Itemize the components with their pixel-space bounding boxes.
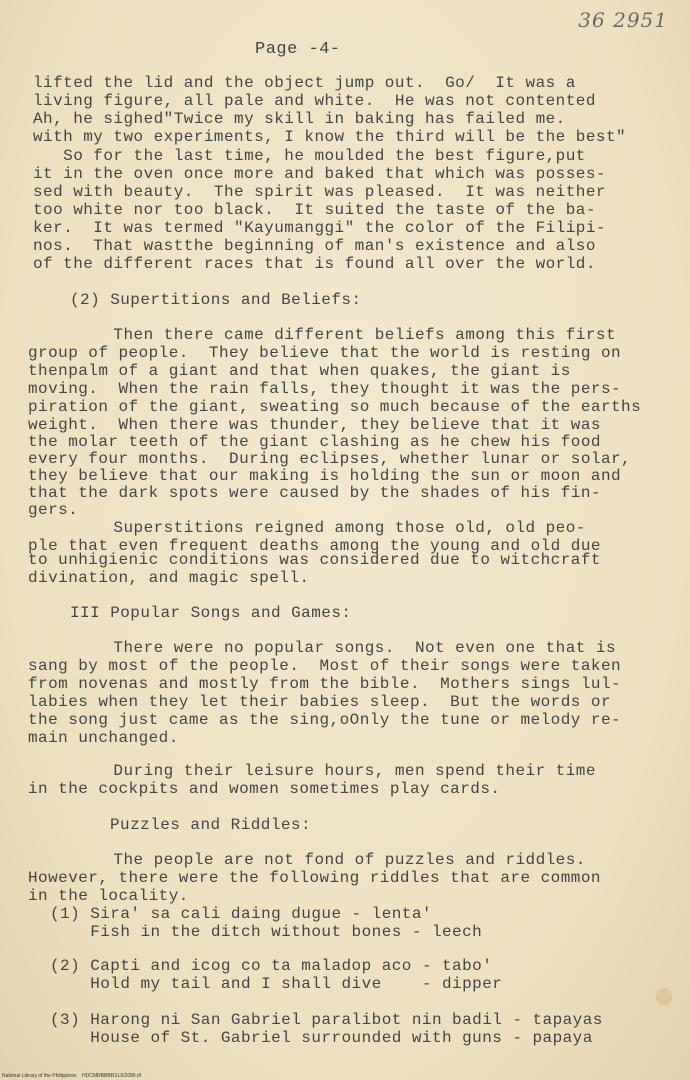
archive-footer: National Library of the Philippines HDCMRBBBRSL6/2086.tif: [2, 1073, 141, 1079]
text-line: the song just came as the sing,oOnly the tune or melody re-: [28, 711, 622, 729]
section-heading-superstitions: (2) Supertitions and Beliefs:: [70, 291, 362, 309]
riddle-line: (2) Capti and icog co ta maladop aco - tabo': [50, 957, 493, 975]
text-line: from novenas and mostly from the bible. Mothers sings lul-: [28, 675, 622, 693]
text-line: too white nor too black. It suited the taste of the ba-: [33, 201, 596, 219]
text-line: it in the oven once more and baked that which was posses-: [33, 165, 606, 183]
text-line: moving. When the rain falls, they thought it was the pers-: [28, 380, 622, 398]
text-line: with my two experiments, I know the third will be the best": [33, 128, 627, 146]
section-heading-songs: III Popular Songs and Games:: [70, 604, 352, 622]
riddle-translation: Fish in the ditch without bones - leech: [50, 923, 483, 941]
text-line: in the locality.: [28, 887, 189, 905]
riddle-line: (3) Harong ni San Gabriel paralibot nin badil - tapayas: [50, 1011, 603, 1029]
text-line: However, there were the following riddles that are common: [28, 869, 601, 887]
text-line: thenpalm of a giant and that when quakes, the giant is: [28, 362, 571, 380]
text-line: So for the last time, he moulded the best figure,put: [33, 147, 586, 165]
text-line: During their leisure hours, men spend their time: [33, 762, 596, 780]
page-title: Page -4-: [255, 40, 341, 59]
text-line: piration of the giant, sweating so much because of the earths: [28, 398, 642, 416]
text-line: living figure, all pale and white. He was not contented: [33, 92, 596, 110]
text-line: Then there came different beliefs among this first: [33, 326, 616, 344]
text-line: ker. It was termed "Kayumanggi" the color of the Filipi-: [33, 219, 606, 237]
text-line: sed with beauty. The spirit was pleased. It was neither: [33, 183, 606, 201]
riddle-line: (1) Sira' sa cali daing dugue - lenta': [50, 905, 432, 923]
text-line: ple that even frequent deaths among the young and old due: [28, 537, 601, 555]
text-line: main unchanged.: [28, 729, 179, 747]
text-line: sang by most of the people. Most of their songs were taken: [28, 657, 622, 675]
text-line: weight. When there was thunder, they believe that it was: [28, 416, 601, 434]
text-line: in the cockpits and women sometimes play cards.: [28, 780, 501, 798]
text-line: labies when they let their babies sleep. But the words or: [28, 693, 611, 711]
text-line: divination, and magic spell.: [28, 569, 310, 587]
text-line: to unhigienic conditions was considered due to witchcraft: [28, 551, 601, 569]
text-line: the molar teeth of the giant clashing as he chew his food: [28, 433, 601, 451]
text-line: every four months. During eclipses, whether lunar or solar,: [28, 450, 632, 468]
handwritten-note: 36 2951: [578, 8, 668, 32]
section-heading-riddles: Puzzles and Riddles:: [110, 816, 312, 834]
text-line: of the different races that is found all over the world.: [33, 255, 596, 273]
text-line: The people are not fond of puzzles and riddles.: [33, 851, 586, 869]
text-line: they believe that our making is holding the sun or moon and: [28, 467, 622, 485]
text-line: Superstitions reigned among those old, old peo-: [33, 519, 586, 537]
text-line: There were no popular songs. Not even one that is: [33, 639, 616, 657]
text-line: Ah, he sighed"Twice my skill in baking has failed me.: [33, 110, 566, 128]
text-line: lifted the lid and the object jump out. Go/ It was a: [33, 74, 576, 92]
riddle-translation: House of St. Gabriel surrounded with guns - papaya: [50, 1029, 593, 1047]
text-line: that the dark spots were caused by the shades of his fin-: [28, 484, 601, 502]
paper-stain: [656, 988, 672, 1006]
text-line: gers.: [28, 501, 79, 519]
text-line: group of people. They believe that the world is resting on: [28, 344, 622, 362]
text-line: nos. That wastthe beginning of man's existence and also: [33, 237, 596, 255]
riddle-translation: Hold my tail and I shall dive - dipper: [50, 975, 503, 993]
